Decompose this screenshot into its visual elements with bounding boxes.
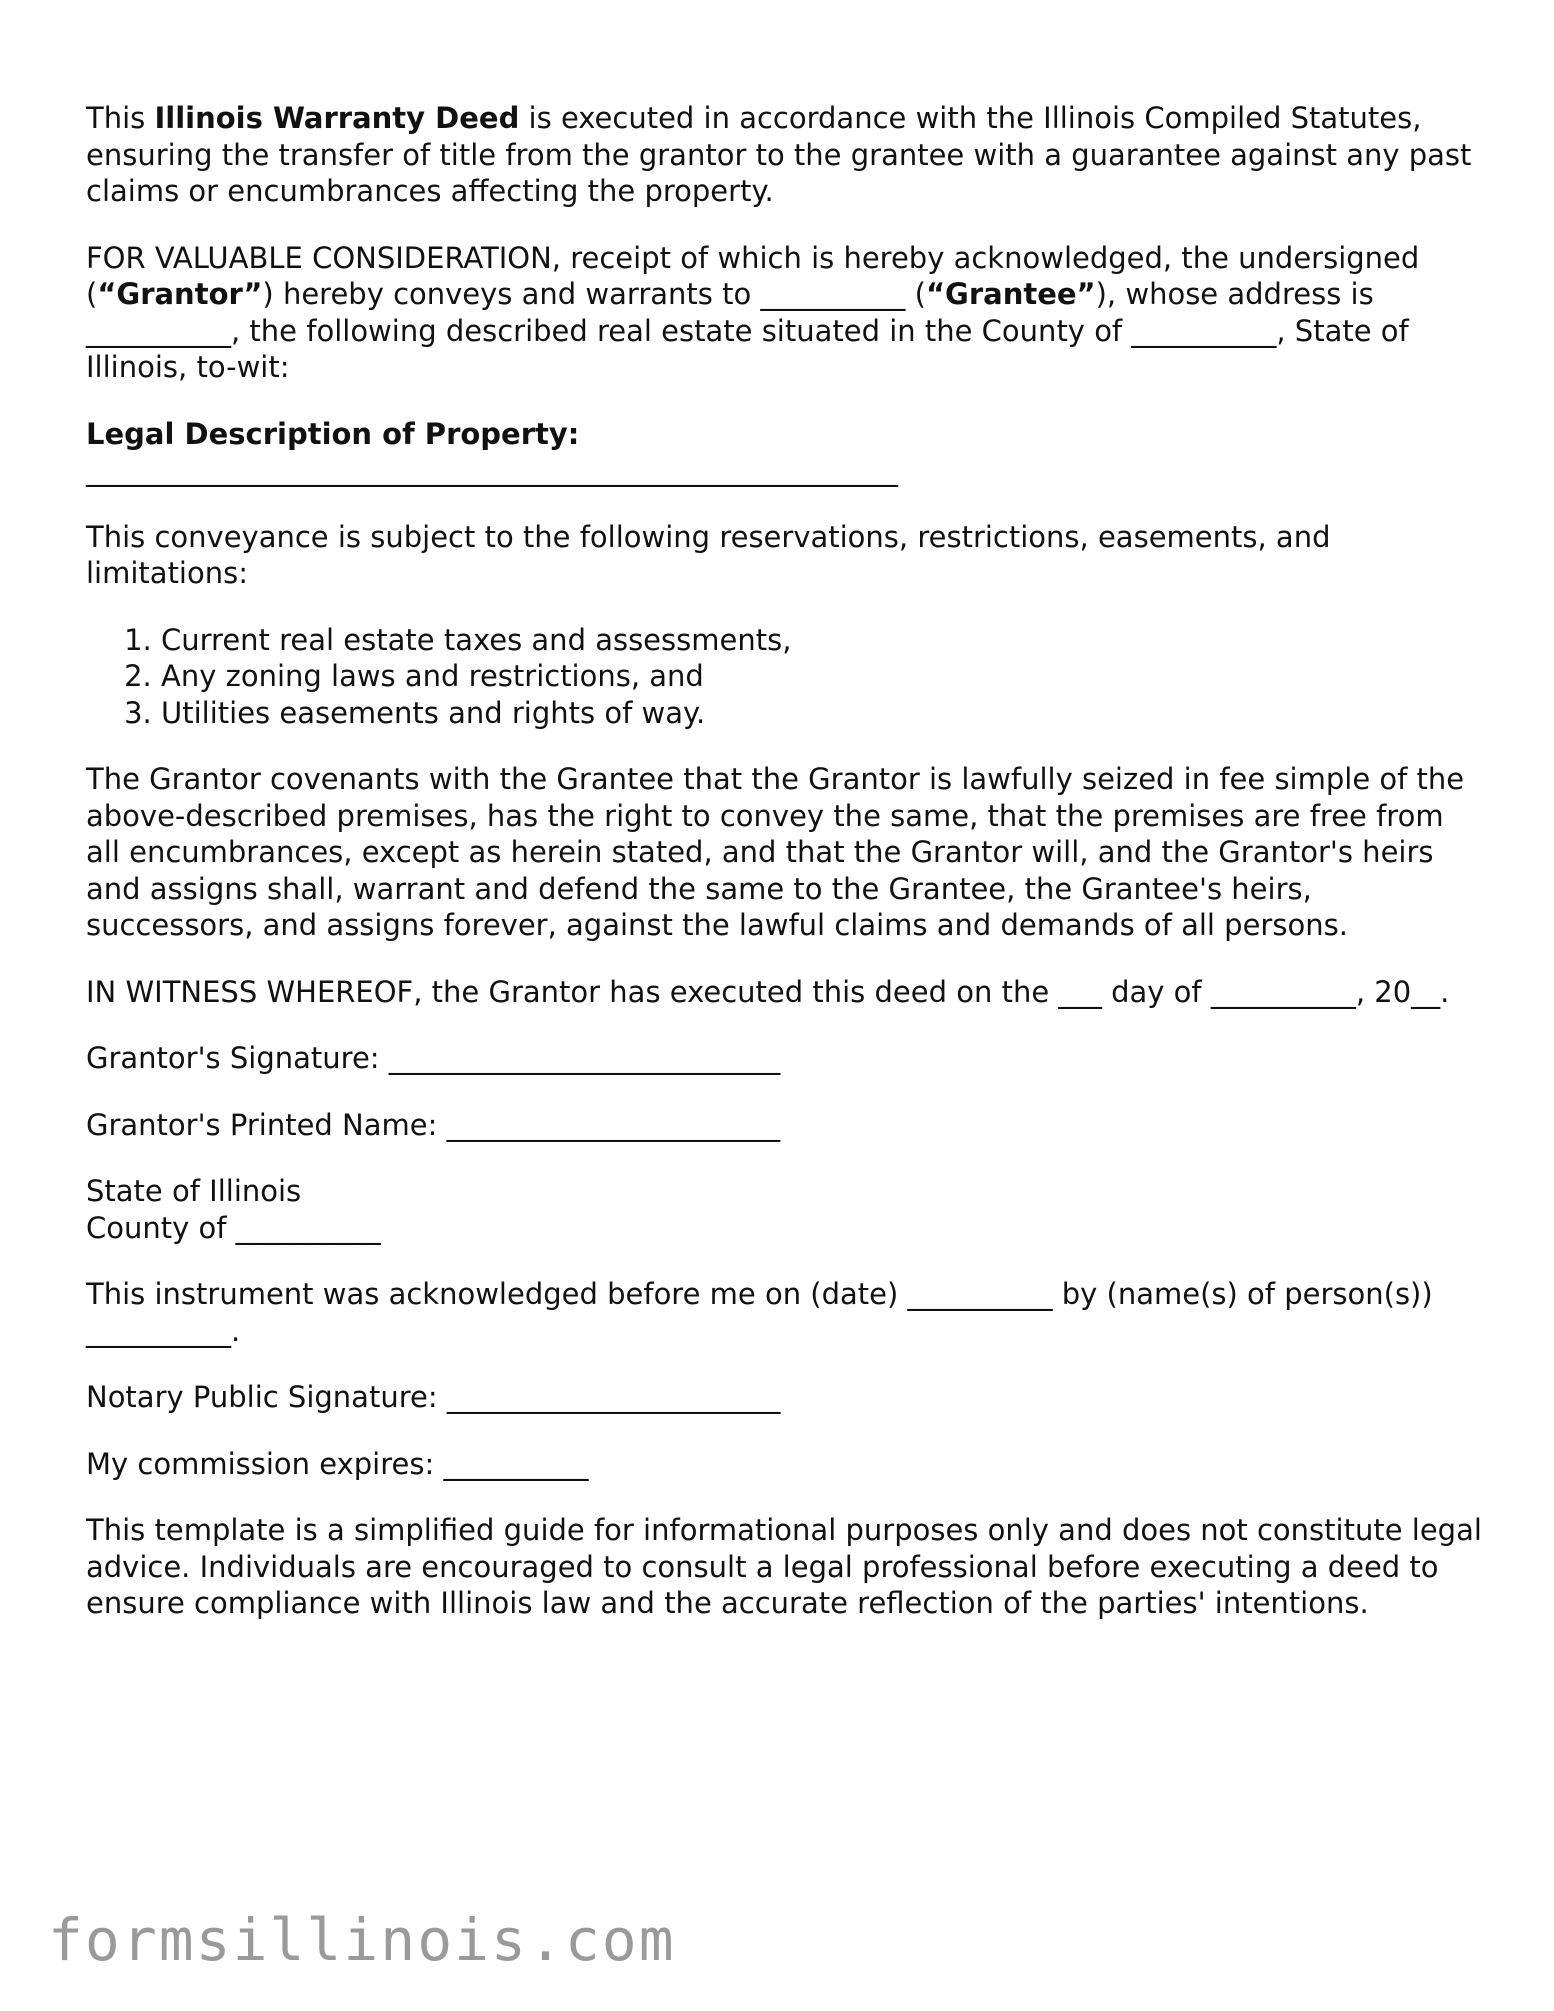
consideration-paragraph [86,240,1486,386]
grantee-address-blank[interactable]: __________ [86,313,231,348]
commission-expiry-line[interactable]: My commission expires: __________ [86,1446,589,1481]
list-item: 2. Any zoning laws and restrictions, and [161,658,1486,695]
consideration-text-1: FOR VALUABLE CONSIDERATION, receipt of which is hereby acknowledged, the undersigned ( [86,240,1420,311]
notary-state: State of Illinois [86,1174,302,1208]
legal-description-line[interactable]: ________________________________________________________ [86,453,898,487]
consideration-text-3: ( [905,277,926,311]
grantee-term: “Grantee” [925,277,1096,311]
consideration-text-6: , State of Illinois, to-wit: [86,313,1409,384]
grantee-name-blank[interactable]: __________ [760,277,906,311]
intro-prefix: This [86,101,155,135]
subject-paragraph: This conveyance is subject to the following reservations, restrictions, easements, and limitations: [86,519,1331,590]
consideration-text-4: ), whose address is [1095,277,1374,311]
grantor-signature-line[interactable]: Grantor's Signature: ___________________________ [86,1041,781,1075]
witness-paragraph: IN WITNESS WHEREOF, the Grantor has executed this deed on the ___ day of __________, 20__. [86,974,1450,1009]
covenant-paragraph: The Grantor covenants with the Grantee that the Grantor is lawfully seized in fee simple of the above-described premises, has the right to convey the same, that the premises are free from all encumbrances, except as herein stated, and that the Grantor will, and the Grantor's heirs and assigns shall, warrant and defend the same to the Grantee, the Grantee's heirs, successors, and assigns forever, against the lawful claims and demands of all persons. [86,762,1465,942]
intro-suffix: is executed in accordance with the Illinois Compiled Statutes, ensuring the transfer of title from the grantor to the grantee with a guarantee against any past claims or encumbrances affecting the property. [86,101,1472,208]
list-item: 1. Current real estate taxes and assessments, [161,622,1486,659]
list-item: 3. Utilities easements and rights of way. [161,695,1486,732]
consideration-text-5: , the following described real estate situated in the County of [231,313,1132,348]
acknowledgment-paragraph: This instrument was acknowledged before me on (date) __________ by (name(s) of person(s)) __________. [86,1277,1433,1348]
notary-county[interactable]: County of __________ [86,1210,381,1245]
legal-description-heading: Legal Description of Property: [86,416,580,451]
grantor-term: “Grantor” [97,277,263,311]
county-blank[interactable]: __________ [1131,313,1277,348]
notary-signature-line[interactable]: Notary Public Signature: _______________________ [86,1380,781,1414]
document-body [86,100,1486,1652]
disclaimer-paragraph: This template is a simplified guide for informational purposes only and does not constitute legal advice. Individuals are encouraged to consult a legal professional before executing a deed to ensure compliance with Illinois law and the accurate reflection of the parties' intentions. [86,1513,1482,1620]
deed-title: Illinois Warranty Deed [154,101,520,135]
site-watermark: formsillinois.com [48,1906,676,1974]
consideration-text-2: ) hereby conveys and warrants to [262,277,761,311]
restrictions-list [86,622,1486,732]
grantor-printed-name-line[interactable]: Grantor's Printed Name: _______________________ [86,1107,781,1142]
intro-paragraph [86,100,1486,210]
notary-venue [86,1173,1486,1246]
